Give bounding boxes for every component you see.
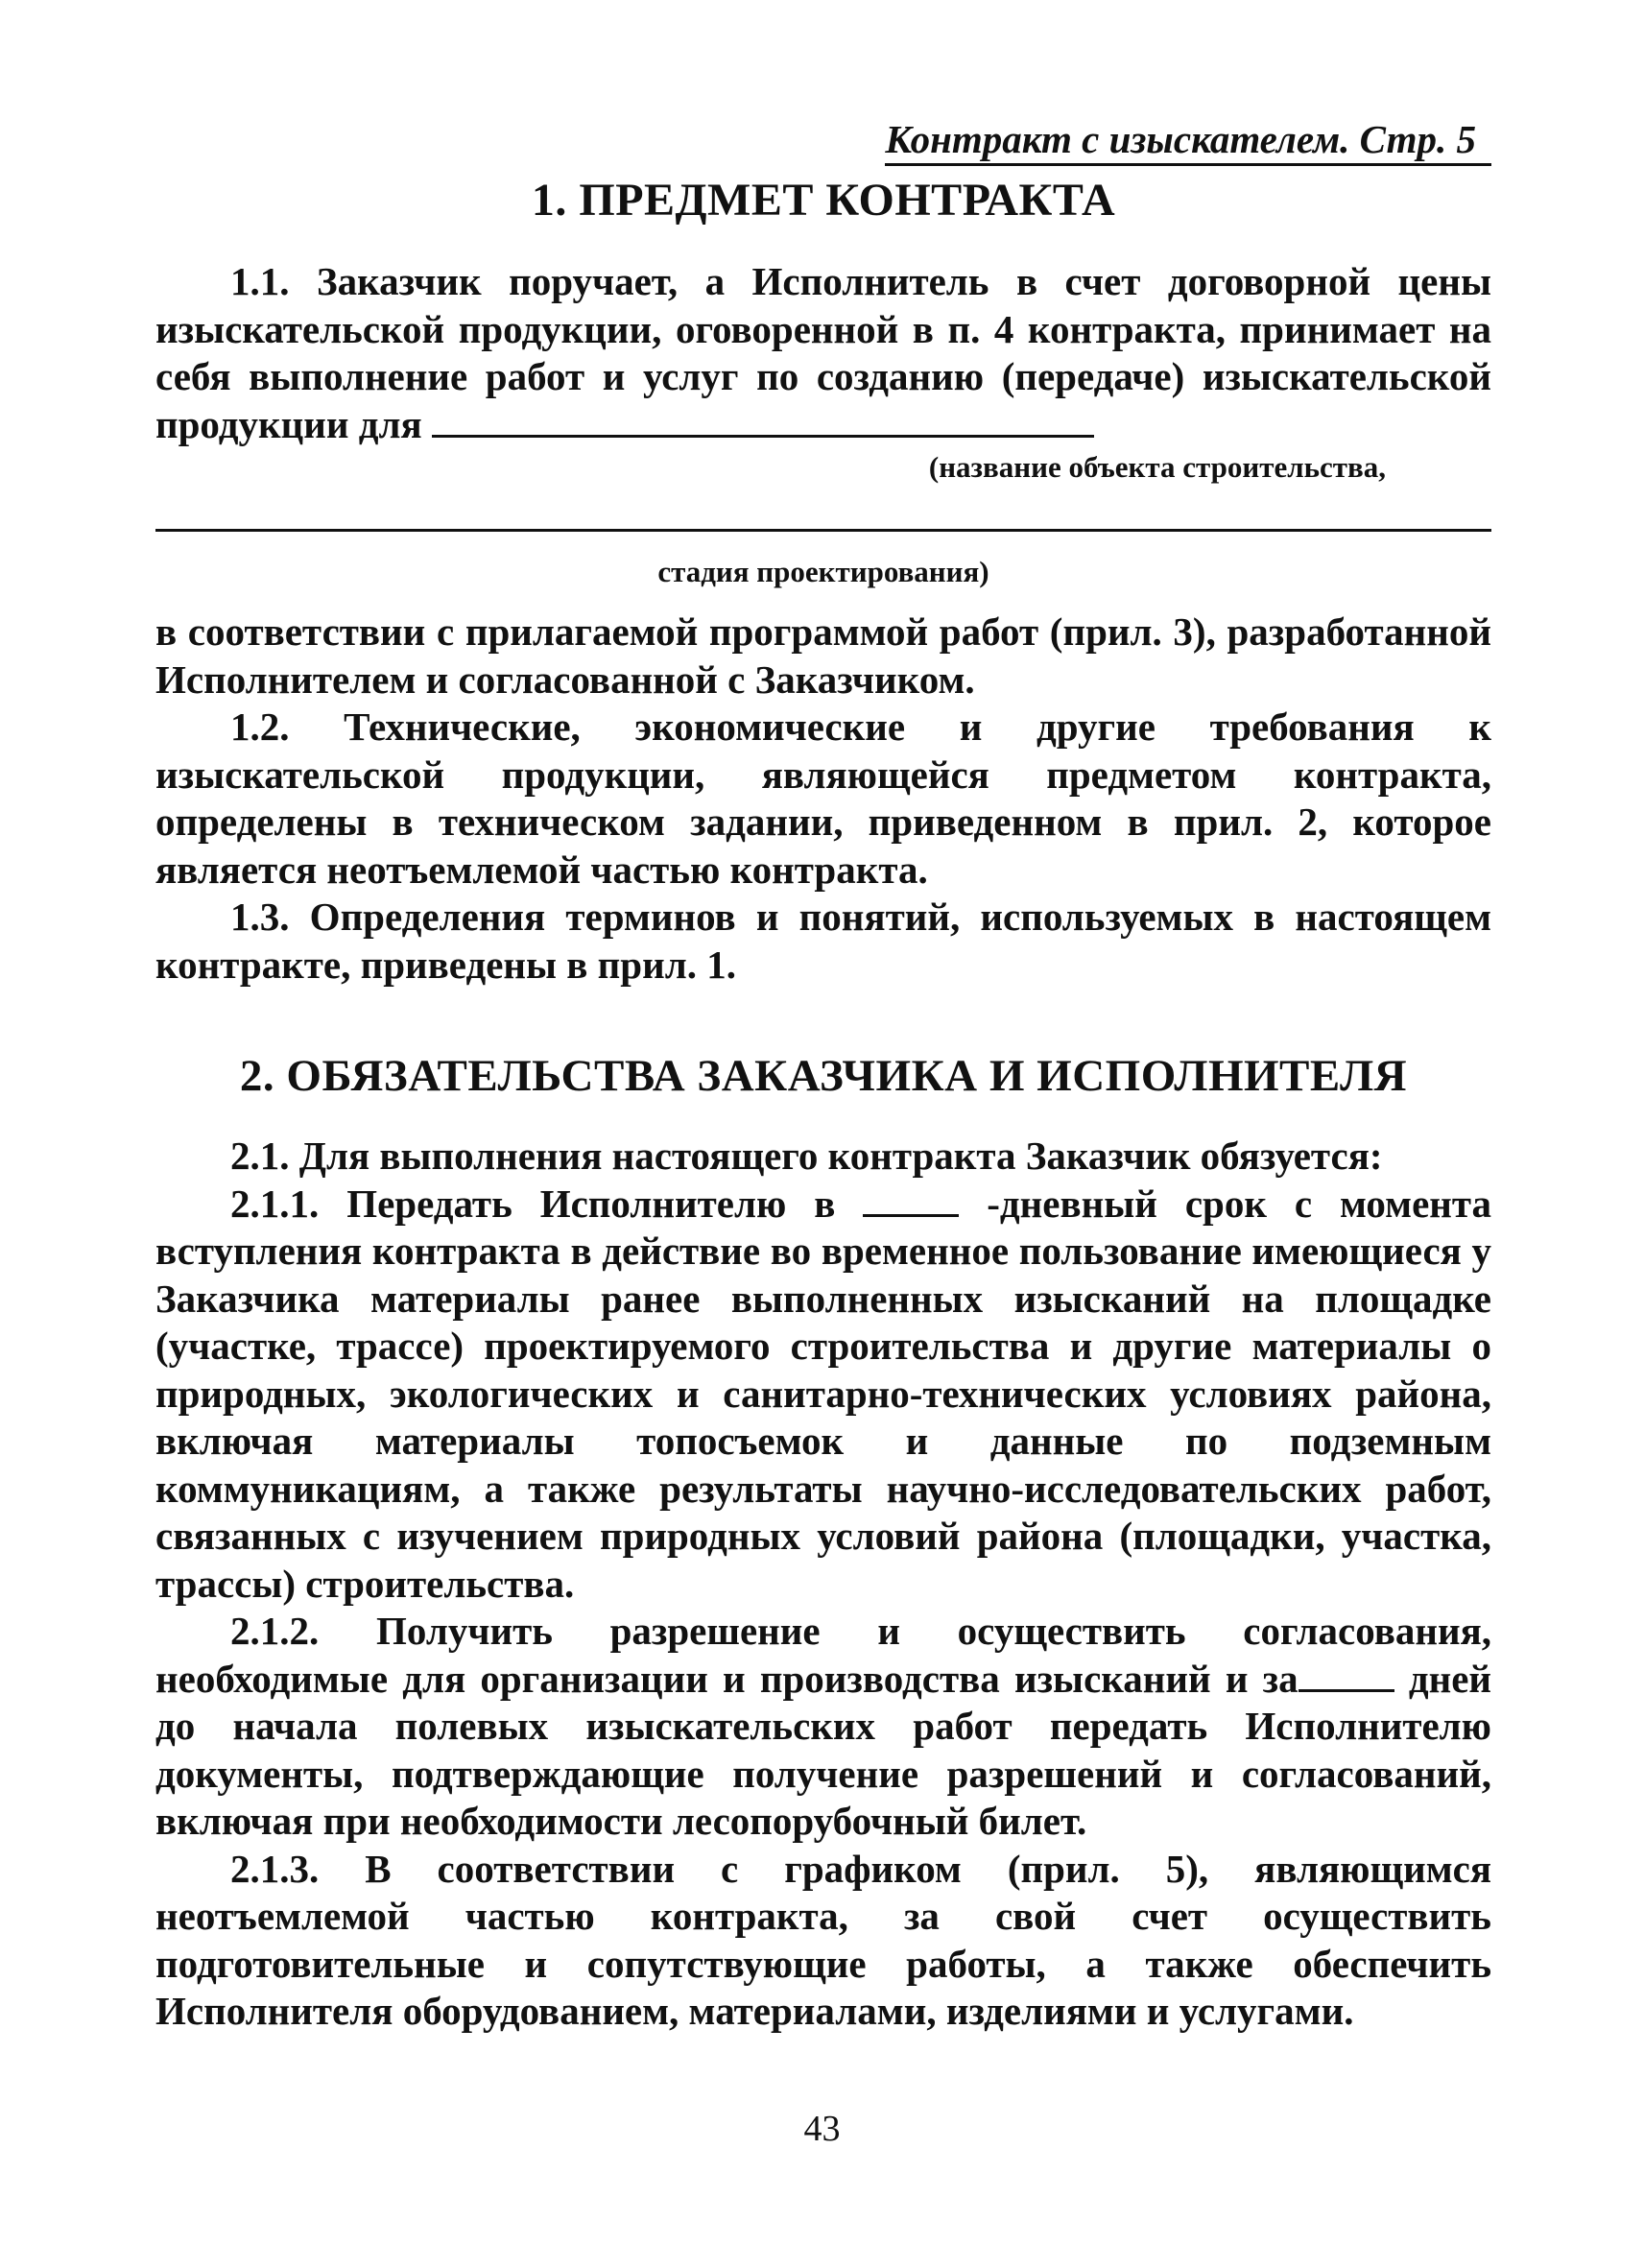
paragraph-text: -дневный срок с момента вступления контракта в действие во временное пользование имеющиеся у Заказчика материалы ранее выполненных изысканий на площадке (участке, трассе) проектируемого строительства и другие материалы о природных, экологических и санитарно-технических условиях района, включая материалы топосъемок и данные по подземным коммуникациям, а также результаты научно-исследовательских работ, связанных с изучением природных условий района (площадки, участка, трассы) строительства. [155, 1181, 1492, 1606]
paragraph-number: 1.2. [230, 704, 290, 749]
paragraph-number: 1.1. [230, 259, 290, 303]
paragraph-number: 2.1. [230, 1134, 290, 1178]
paragraph-text: Технические, экономические и другие требования к изыскательской продукции, являющейся предметом контракта, определены в техническом задании, приведенном в прил. 2, которое является неотъемлемой частью контракта. [155, 704, 1491, 892]
page-number: 43 [803, 2109, 841, 2149]
paragraph-text: дней до начала полевых изыскательских работ передать Исполнителю документы, подтверждающие получение разрешений и согласований, включая при необходимости лесопорубочный билет. [155, 1656, 1492, 1843]
paragraph-2-1-1 [155, 1181, 1491, 1609]
paragraph-text: Определения терминов и понятий, используемых в настоящем контракте, приведены в прил. 1. [155, 895, 1491, 987]
paragraph-1-1 [155, 258, 1491, 448]
fill-in-blank [432, 404, 1094, 438]
fill-in-blank [863, 1183, 959, 1217]
paragraph-text: Получить разрешение и осуществить согласования, необходимые для организации и производства изысканий и за [155, 1609, 1492, 1701]
paragraph-text: Передать Исполнителю в [346, 1181, 836, 1226]
blank-caption: (название объекта строительства, [928, 450, 1386, 484]
document-page [155, 115, 1491, 2036]
paragraph-number: 2.1.2. [230, 1609, 320, 1653]
paragraph-2-1-3 [155, 1846, 1491, 2036]
paragraph-text: В соответствии с графиком (прил. 5), являющимся неотъемлемой частью контракта, за свой счет осуществить подготовительные и сопутствующие работы, а также обеспечить Исполнителя оборудованием, материалами, изделиями и услугами. [155, 1846, 1491, 2033]
paragraph-number: 2.1.1. [230, 1181, 320, 1226]
paragraph-1-2 [155, 704, 1491, 894]
paragraph-number: 2.1.3. [230, 1846, 320, 1891]
paragraph-text: Для выполнения настоящего контракта Заказчик обязуется: [298, 1134, 1383, 1178]
paragraph-1-1-continued: в соответствии с прилагаемой программой работ (прил. 3), разработанной Исполнителем и согласованной с Заказчиком. [155, 609, 1491, 702]
paragraph-2-1-2 [155, 1608, 1491, 1846]
fill-in-line [155, 527, 1491, 532]
fill-in-blank [1299, 1659, 1394, 1692]
paragraph-text: Заказчик поручает, а Исполнитель в счет договорной цены изыскательской продукции, оговоренной в п. 4 контракта, принимает на себя выполнение работ и услуг по созданию (передаче) изыскательской продукции для [155, 259, 1492, 446]
paragraph-1-3 [155, 894, 1491, 989]
running-header: Контракт с изыскателем. Стр. 5 [885, 115, 1491, 166]
paragraph-number: 1.3. [230, 895, 290, 939]
blank-caption: стадия проектирования) [657, 555, 989, 588]
section-2-title: 2. ОБЯЗАТЕЛЬСТВА ЗАКАЗЧИКА И ИСПОЛНИТЕЛЯ [239, 1051, 1408, 1101]
paragraph-2-1 [155, 1133, 1491, 1181]
section-1-title: 1. ПРЕДМЕТ КОНТРАКТА [531, 175, 1116, 226]
